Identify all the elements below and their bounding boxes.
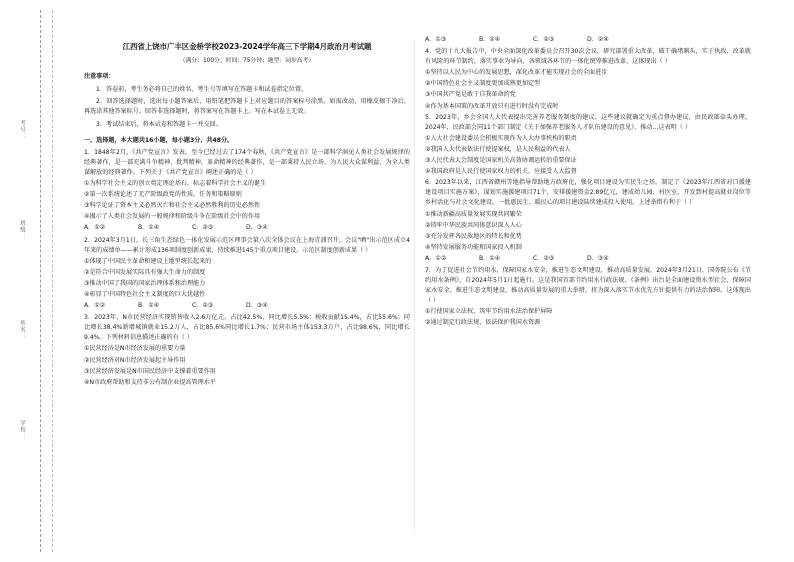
q6-option: ④坚持发展服务功能和国家投入机制	[425, 243, 522, 251]
binding-margin	[0, 0, 60, 562]
q6-answers	[425, 254, 751, 264]
q5-option: ①人大社会建设委员会积极实现作为人大办事机构的职责	[425, 134, 577, 142]
binding-dashed-line-inner	[52, 10, 53, 552]
q2-answers	[84, 301, 410, 311]
answer-choice: D．③④	[246, 224, 268, 232]
answer-choice: A．①②	[84, 302, 106, 310]
school-label: 学校：	[19, 420, 25, 440]
answer-choice: B．①④	[479, 36, 501, 43]
q6-option: ②铸牢中华民族共同体意识深入人心	[425, 221, 522, 229]
note-2: 2．回答选择题时，选出每小题答案后，用铅笔把答题卡上对应题目的答案标号涂黑。如需改动，用橡皮擦干净后，再选涂其他答案标号。回答非选择题时，将答案写在答题卡上。写在本试卷上无效。	[84, 98, 410, 116]
class-label: 班级：	[19, 220, 25, 240]
exam-meta: （满分：100分；时间：75分钟；题型：同步高考）	[179, 58, 315, 65]
answer-choice: D．②④	[587, 36, 609, 43]
q3-option: ④N市政府帮助和支持非公有制企业提高管理水平	[84, 378, 216, 386]
q2-option: ②是符合中国发展实际具有强大生命力的制度	[84, 268, 206, 276]
exam-number-label: 考号：	[19, 120, 25, 140]
q2-option: ④彰显了中国特色社会主义制度的巨大优越性	[84, 290, 206, 298]
q7-option: ①行使国家立法权，筑牢节约用水法治保护屏障	[425, 308, 553, 316]
q1-option: ②第一次系统论述了无产阶级政党的性质、任务和策略原则	[84, 191, 242, 199]
q3-option: ③民营经济发展是N市国民经济中支撑着重要作用	[84, 367, 216, 375]
q2-option: ①体现了中国民主革命和建设上地里统长起来的	[84, 257, 212, 265]
q5-option: ③人民代表大会制度是国家机关高效协调运转的重要保证	[425, 157, 577, 165]
answer-choice: C．②③	[533, 254, 555, 262]
q2-option: ③推动中国了我国的国家治理体系和治理能力	[84, 279, 206, 287]
q1-option: ③科学论证了资本主义必然灭亡和社会主义必然胜利的历史必然性	[84, 202, 261, 210]
answer-choice: D．③④	[587, 254, 609, 262]
q5-stem: 5．2023年，乡会全国人大代表提出完善养老服务制度的建议，这些建议就确定为重点督办建议，由民政部牵头办理。2024年，民政部会同11个部门制定《关于加强养老服务人才队伍建设的意见》，推动…这表明（ ）	[425, 113, 751, 131]
q4-option: ②中国特色社会主义制度更加成熟更加定型	[425, 80, 541, 88]
q1-option: ①为科学社会主义的创立奠定理论基石，标志着科学社会主义的诞生	[84, 180, 267, 188]
q7-stem: 7．为了促进社会节约用水，保障国家水安全，推进生态文明建设，推动高质量发展，2024年3月21日，国务院公布《节约用水条例》，自2024年5月1日起施行。这是我国首部节约用水行政法规。《条例》出台是全面建设资水型社会、保障国家水安全、推进生态文明建设、推动高质量发展的重大举措，将为深入落实节水优先方针提供有力的法治保障。这体现出（ ）	[425, 266, 751, 305]
q4-option: ③中国共产党是敢于自我革命的党	[425, 91, 516, 99]
answer-choice: C．②③	[192, 302, 214, 310]
q3-option: ①民营经济是N市经济发展的重要力量	[84, 345, 186, 353]
answer-choice: C．②③	[192, 224, 214, 232]
answer-choice: A．①③	[425, 36, 447, 43]
note-3: 3．考试结束后，将本试卷和答题卡一并交回。	[96, 120, 222, 128]
q3-stem: 3．2023年，N市民营经济实现销售收入2.6万亿元，占比42.5%，同比增长5.5%；税收贡献15.4%，占比55.6%；同比增长38.4%新增城镇就业15.2万人，占比85.6%同比增长1.7%；民营市场主体153.3万户，占比98.6%，同比增长9.4%。下列材料信息描述正确的有（ ）	[84, 314, 410, 342]
q3-option: ②民营经济对N市经济发展起主导作用	[84, 356, 186, 364]
q7-option: ②通过制定行政法规，依法保护我国水资源	[425, 319, 541, 327]
q6-stem: 6．2023年以来，江西省赣州等地指导帮助地方政府化，强化项目建设为实民生之基，制定了《2023年江西省对口援建建设项目实施方案》，谋划实施援建项目71个，安排援建资金2.89亿元，建成幼儿园、村医室、开发到村提高就业岗位等乡村活化与社会文化建设，一批惠民生、暖民心的项目建设陆续建成投入使用。上述举措有利于（ ）	[425, 179, 751, 207]
note-1: 1．答卷前，考生务必将自己的姓名、考生号等填写在答题卡和试卷指定位置。	[96, 86, 308, 94]
column-divider	[414, 40, 415, 532]
q5-option: ④我国政府是人民行使国家权力的机关，应接受人大监督	[425, 168, 577, 176]
q5-option: ②我国人大代表依法行使提案权，是人民利益的代表人	[425, 145, 571, 153]
q1-stem: 1．1848年2月，《共产党宣言》发表，至今已经过去了174个春秋，《共产党宣言》是一部科学洞见人类社会发展规律的经典著作，是一部充满斗争精神、批判精神、革命精神的经典著作，是一部秉持人民立场、为人民大众谋利益、为全人类谋解放的经典著作。下列关于《共产党宣言》阐述正确的是（ ）	[84, 148, 410, 176]
q4-option: ④作为基本国策的改革开放只有进行时没有完成时	[425, 102, 559, 110]
exam-title: 江西省上饶市广丰区金桥学校2023-2024学年高三下学期4月政治月考试题	[122, 42, 372, 51]
left-column	[84, 36, 410, 389]
q3-answers	[425, 35, 751, 45]
q4-option: ①坚持以人民为中心的发展思想，深化改革才能实现社会的全面进步	[425, 69, 608, 77]
answer-choice: B．①④	[138, 302, 160, 310]
answer-choice: B．①④	[138, 224, 160, 232]
q6-option: ①推动新疆高质量发展实现共同繁荣	[425, 210, 522, 218]
q6-option: ③充分发挥各民族地区的特长和优势	[425, 232, 522, 240]
q1-answers	[84, 223, 410, 233]
q1-option: ④揭示了人类社会发展的一般规律和阶级斗争在阶级社会中的作用	[84, 213, 261, 221]
answer-choice: D．③④	[246, 302, 268, 310]
answer-choice: A．①②	[84, 224, 106, 232]
right-column	[425, 35, 751, 330]
binding-dashed-line	[40, 10, 41, 552]
notes-heading: 注意事项：	[84, 73, 115, 81]
answer-choice: C．②③	[533, 36, 555, 43]
answer-choice: A．①②	[425, 254, 447, 262]
q2-stem: 2．2024年3月1日，长三角生态绿色一体化发展示范区理事会第八次全体会议在上海青浦召开，会议"晒"出示范区成立4年来的成绩单——累计形成136项制度创新成果，持续推进145个重点项目建设。示范区制度创新成果（ ）	[84, 236, 410, 254]
section-heading: 一、选择题，本大题共16小题，每小题3分，共48分。	[84, 136, 234, 144]
q4-stem: 4．党的十九大报告中，中央全面深化改革委员会召开30次会议，研究部署重大改革，破干确堵剩头，实于执政、改革就有风险的环节制约，落实事业为导向，各领域各环节的一体化统筹推进改革，这体现出（ ）	[425, 48, 751, 66]
name-label: 姓名：	[19, 320, 25, 340]
answer-choice: B．①④	[479, 254, 501, 262]
